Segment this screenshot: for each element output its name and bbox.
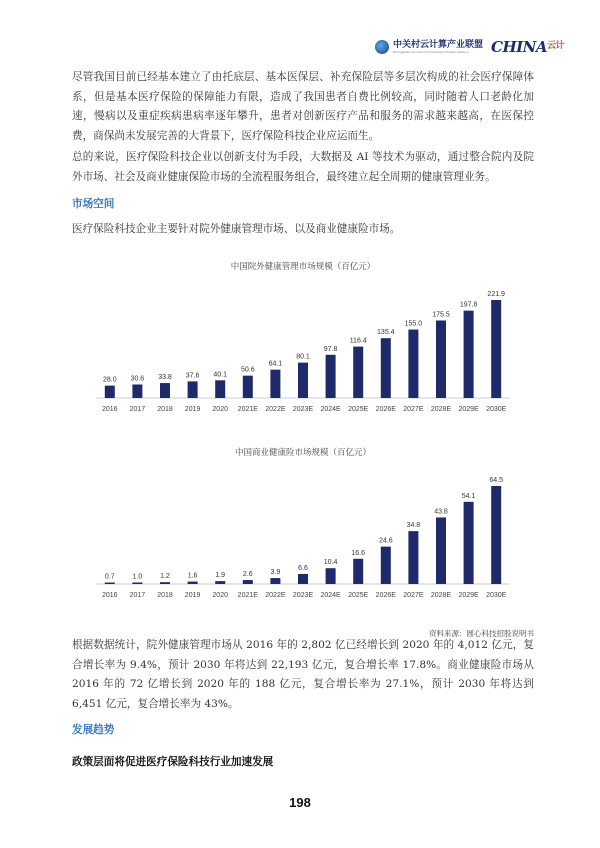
chart2-bar <box>353 559 363 584</box>
stats-paragraph: 根据数据统计，院外健康管理市场从 2016 年的 2,802 亿已经增长到 2020 年的 4,012 亿元，复合增长率为 9.4%，预计 2030 年将达到 22,193 亿元，复合增长率 17.8%。商业健康险市场从 2016 年的 72 亿增长到 2020 年的 188 亿元，复合增长率为 27.1%，预计 2030 年将达到 6,451 亿元，复合增长率为 43%。 <box>72 639 534 710</box>
chart1-bar <box>132 384 142 398</box>
chart2-tick-label: 2018 <box>157 592 173 599</box>
chart2-bar <box>326 568 336 584</box>
chart2-bar <box>436 517 446 584</box>
chart-commercial-health-insurance <box>88 444 518 612</box>
chart1-tick-label: 2018 <box>157 406 173 413</box>
chart-outpatient-health-mgmt <box>88 258 518 426</box>
chart2-tick-label: 2016 <box>102 592 118 599</box>
chart2-tick-label: 2024E <box>320 592 341 599</box>
chart1-data-label: 197.8 <box>459 301 478 309</box>
chart2-svg <box>88 444 518 612</box>
alliance-logo <box>375 40 483 54</box>
chart1-bar <box>188 381 198 398</box>
china-logo-text: CHINA <box>491 38 547 56</box>
chart1-tick-label: 2019 <box>184 406 201 413</box>
chart2-tick-label: 2028E <box>430 592 452 599</box>
chart2-data-label: 64.5 <box>489 477 504 484</box>
chart1-tick-label: 2026E <box>375 406 396 413</box>
source-note: 资料来源：圆心科技招股说明书 <box>429 629 534 638</box>
chart1-bar <box>326 355 336 398</box>
chart2-tick-label: 2021E <box>237 592 258 599</box>
chart1-title: 中国院外健康管理市场规模（百亿元） <box>230 262 376 272</box>
chart1-bar <box>298 363 308 398</box>
chart1-bar <box>436 320 446 398</box>
market-intro: 医疗保险科技企业主要针对院外健康管理市场、以及商业健康险市场。 <box>72 223 401 235</box>
chart2-bar <box>491 486 501 584</box>
chart1-tick-label: 2021E <box>237 406 258 413</box>
chart1-data-label: 155.0 <box>404 320 423 328</box>
chart2-bar <box>408 531 418 584</box>
chart2-data-label: 43.8 <box>434 508 448 516</box>
chart1-bar <box>381 338 391 398</box>
chart1-bar <box>243 376 253 398</box>
chart2-title: 中国商业健康险市场规模（百亿元） <box>234 448 371 458</box>
chart2-bar <box>270 578 280 584</box>
header-logos <box>375 38 564 56</box>
page-number: 198 <box>289 795 311 810</box>
chart1-data-label: 37.6 <box>185 372 200 380</box>
chart1-data-label: 80.1 <box>296 353 310 361</box>
chart2-data-label: 1.9 <box>215 572 226 580</box>
alliance-logo-mark-icon <box>375 40 389 54</box>
chart2-data-label: 10.4 <box>323 559 338 567</box>
chart1-tick-label: 2027E <box>403 406 424 413</box>
chart1-data-label: 40.1 <box>213 371 228 379</box>
chart2-data-label: 54.1 <box>461 492 476 500</box>
chart2-data-label: 6.6 <box>298 564 308 572</box>
summary-paragraph: 总的来说，医疗保险科技企业以创新支付为手段，大数据及 AI 等技术为驱动，通过整合院内及院外市场、社会及商业健康保险市场的全流程服务组合，最终建立起全周期的健康管理业务。 <box>72 151 534 183</box>
chart1-tick-label: 2016 <box>102 406 118 413</box>
alliance-logo-text: 中关村云计算产业联盟 <box>392 39 483 50</box>
chart1-tick-label: 2028E <box>430 406 452 413</box>
chart2-tick-label: 2027E <box>403 592 424 599</box>
chart2-data-label: 3.9 <box>270 569 281 577</box>
alliance-logo-subtext: Zhongguancun Cloud Computing Industry Alliance <box>392 49 469 54</box>
chart1-tick-label: 2030E <box>486 406 507 413</box>
china-logo-cn: 云计 <box>546 41 564 51</box>
chart2-tick-label: 2029E <box>458 592 479 599</box>
chart1-tick-label: 2020 <box>212 406 228 413</box>
chart2-tick-label: 2020 <box>212 592 228 599</box>
china-cloud-logo <box>491 38 564 56</box>
chart1-bar <box>353 347 363 398</box>
chart1-bar <box>408 330 418 398</box>
trend-heading: 政策层面将促进医疗保险科技行业加速发展 <box>72 756 274 768</box>
section-title-market: 市场空间 <box>72 198 115 210</box>
chart2-tick-label: 2019 <box>184 592 201 599</box>
chart1-data-label: 135.4 <box>377 329 395 337</box>
chart1-data-label: 116.4 <box>349 337 367 345</box>
chart2-tick-label: 2017 <box>129 592 146 599</box>
chart2-tick-label: 2030E <box>486 592 507 599</box>
chart2-bar <box>105 583 115 585</box>
chart1-tick-label: 2025E <box>348 406 369 413</box>
chart1-tick-label: 2017 <box>129 406 146 413</box>
chart2-bar <box>381 547 391 584</box>
chart2-tick-label: 2025E <box>348 592 369 599</box>
chart1-data-label: 64.1 <box>268 360 283 368</box>
intro-paragraph: 尽管我国目前已经基本建立了由托底层、基本医保层、补充保险层等多层次构成的社会医疗保障体系，但是基本医疗保险的保障能力有限，造成了我国患者自费比例较高，同时随着人口老龄化加速，慢病以及重症疾病患病率逐年攀升，患者对创新医疗产品和服务的需求越来越高，在医保控费，商保尚未发展完善的大背景下，医疗保险科技企业应运而生。 <box>72 71 534 142</box>
chart2-bar <box>243 580 253 584</box>
chart2-data-label: 0.7 <box>104 573 115 581</box>
section-title-trend: 发展趋势 <box>72 724 115 736</box>
chart2-bar <box>132 582 142 584</box>
chart2-data-label: 1.2 <box>160 573 170 581</box>
chart2-bar <box>160 582 170 584</box>
chart2-tick-label: 2023E <box>292 592 314 599</box>
chart2-tick-label: 2026E <box>375 592 396 599</box>
chart1-tick-label: 2024E <box>320 406 341 413</box>
chart1-bar <box>491 300 501 398</box>
chart1-tick-label: 2023E <box>292 406 314 413</box>
chart1-data-label: 97.8 <box>323 345 338 353</box>
chart2-tick-label: 2022E <box>265 592 286 599</box>
chart1-bar <box>215 380 225 398</box>
chart1-tick-label: 2029E <box>458 406 479 413</box>
chart1-bar <box>105 386 115 398</box>
chart1-bar <box>464 311 474 398</box>
chart2-bar <box>215 581 225 584</box>
chart2-data-label: 1.0 <box>132 573 143 581</box>
chart1-data-label: 50.6 <box>240 366 255 374</box>
chart1-tick-label: 2022E <box>265 406 286 413</box>
chart1-bar <box>160 383 170 398</box>
chart2-bar <box>298 574 308 584</box>
chart2-data-label: 1.6 <box>187 572 198 580</box>
chart1-svg <box>88 258 518 426</box>
chart2-data-label: 24.6 <box>378 537 393 545</box>
chart2-bar <box>188 582 198 584</box>
chart1-data-label: 175.5 <box>432 311 450 319</box>
chart2-data-label: 2.6 <box>242 571 253 579</box>
chart1-data-label: 33.8 <box>158 374 172 382</box>
chart1-data-label: 28.0 <box>102 376 117 384</box>
chart1-bar <box>270 370 280 398</box>
chart1-data-label: 30.6 <box>130 375 145 383</box>
chart2-data-label: 34.8 <box>406 522 421 530</box>
chart1-data-label: 221.9 <box>487 291 505 298</box>
chart2-bar <box>464 502 474 584</box>
chart2-data-label: 16.6 <box>351 549 366 557</box>
